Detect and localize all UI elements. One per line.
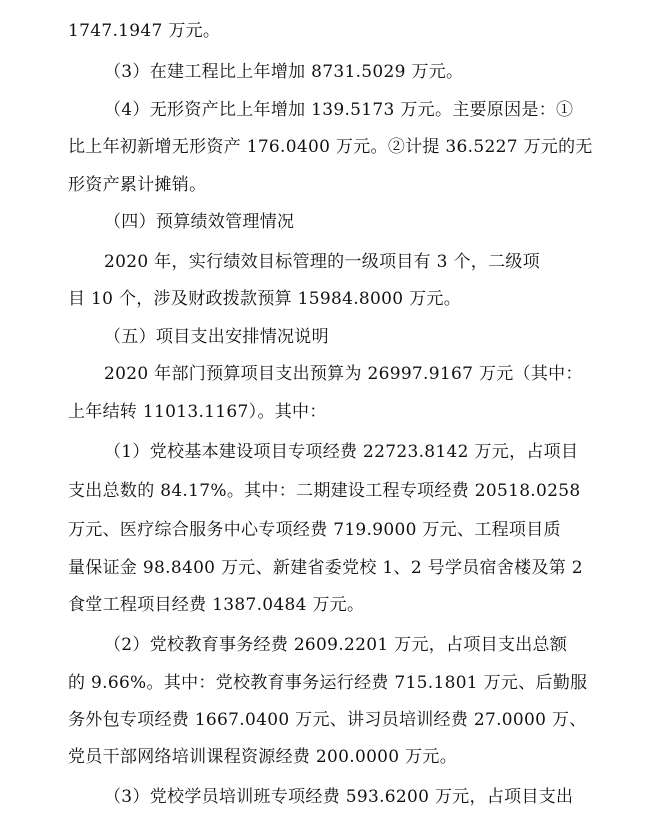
text-line: 2020 年部门预算项目支出预算为 26997.9167 万元（其中： <box>104 364 583 384</box>
text-line: 支出总数的 84.17%。其中：二期建设工程专项经费 20518.0258 <box>68 481 581 501</box>
section-heading: （五）项目支出安排情况说明 <box>104 327 329 347</box>
text-line: （3）在建工程比上年增加 8731.5029 万元。 <box>104 62 464 82</box>
text-line: 比上年初新增无形资产 176.0400 万元。②计提 36.5227 万元的无 <box>68 137 593 157</box>
text-line: 1747.1947 万元。 <box>68 21 221 41</box>
text-line: 党员干部网络培训课程资源经费 200.0000 万元。 <box>68 747 458 767</box>
text-line: 形资产累计摊销。 <box>68 175 207 195</box>
text-line: （4）无形资产比上年增加 139.5173 万元。主要原因是：① <box>104 100 574 120</box>
text-line: 量保证金 98.8400 万元、新建省委党校 1、2 号学员宿舍楼及第 2 <box>68 558 583 578</box>
text-line: 目 10 个，涉及财政拨款预算 15984.8000 万元。 <box>68 289 461 309</box>
text-line: （3）党校学员培训班专项经费 593.6200 万元，占项目支出 <box>104 787 574 807</box>
text-line: （1）党校基本建设项目专项经费 22723.8142 万元，占项目 <box>104 442 579 462</box>
text-line: 食堂工程项目经费 1387.0484 万元。 <box>68 595 365 615</box>
text-line: （2）党校教育事务经费 2609.2201 万元，占项目支出总额 <box>104 635 568 655</box>
section-heading: （四）预算绩效管理情况 <box>104 212 295 232</box>
text-line: 万元、医疗综合服务中心专项经费 719.9000 万元、工程项目质 <box>68 520 561 540</box>
text-line: 上年结转 11013.1167）。其中： <box>68 402 327 422</box>
text-line: 2020 年，实行绩效目标管理的一级项目有 3 个，二级项 <box>104 252 540 272</box>
text-line: 的 9.66%。其中：党校教育事务运行经费 715.1801 万元、后勤服 <box>68 673 588 693</box>
text-line: 务外包专项经费 1667.0400 万元、讲习员培训经费 27.0000 万、 <box>68 710 587 730</box>
